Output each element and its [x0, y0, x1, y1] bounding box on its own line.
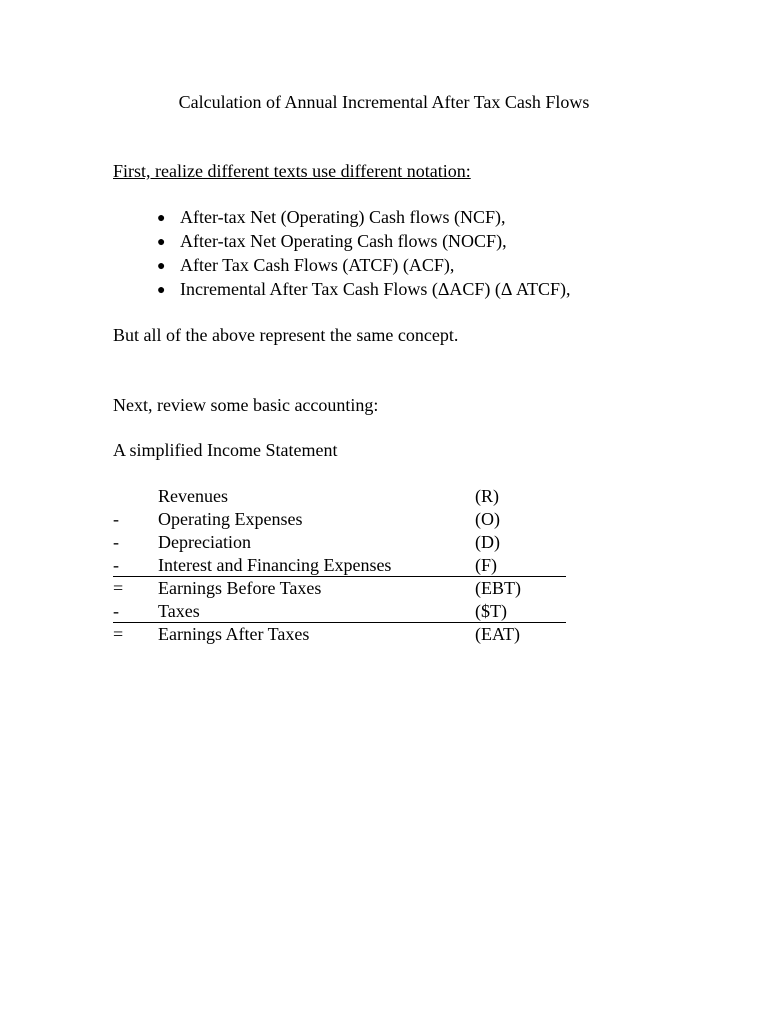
row-item: Depreciation [158, 532, 251, 552]
row-abbreviation: (O) [475, 509, 500, 529]
notation-text: After Tax Cash Flows (ATCF) (ACF), [180, 255, 455, 275]
row-item: Taxes [158, 601, 200, 621]
list-item [155, 278, 571, 302]
bullet-icon: ● [157, 259, 166, 274]
table-row [113, 531, 566, 554]
bullet-icon: ● [157, 211, 166, 226]
notation-list [155, 206, 571, 302]
table-row [113, 577, 566, 600]
notation-text: Incremental After Tax Cash Flows (ΔACF) (Δ ATCF), [180, 279, 571, 299]
conclusion-text: But all of the above represent the same concept. [113, 325, 459, 345]
statement-heading: A simplified Income Statement [113, 440, 338, 460]
row-abbreviation: (D) [475, 532, 500, 552]
row-operator: = [113, 578, 124, 598]
table-row [113, 508, 566, 531]
row-operator: - [113, 509, 119, 529]
row-operator: - [113, 555, 119, 575]
row-operator: - [113, 601, 119, 621]
row-item: Operating Expenses [158, 509, 303, 529]
bullet-icon: ● [157, 283, 166, 298]
list-item [155, 230, 571, 254]
table-row [113, 600, 566, 623]
notation-text: After-tax Net (Operating) Cash flows (NCF), [180, 207, 506, 227]
table-row [113, 485, 566, 508]
intro-heading: First, realize different texts use different notation: [113, 161, 471, 181]
row-operator: = [113, 624, 124, 644]
row-abbreviation: (EAT) [475, 624, 520, 644]
row-abbreviation: (R) [475, 486, 499, 506]
row-item: Revenues [158, 486, 228, 506]
next-step-text: Next, review some basic accounting: [113, 395, 379, 415]
bullet-icon: ● [157, 235, 166, 250]
row-operator: - [113, 532, 119, 552]
row-abbreviation: (EBT) [475, 578, 521, 598]
row-abbreviation: (F) [475, 555, 497, 575]
notation-text: After-tax Net Operating Cash flows (NOCF), [180, 231, 507, 251]
list-item [155, 206, 571, 230]
table-row [113, 623, 566, 646]
row-abbreviation: ($T) [475, 601, 507, 621]
row-item: Earnings Before Taxes [158, 578, 322, 598]
row-item: Earnings After Taxes [158, 624, 310, 644]
document-title: Calculation of Annual Incremental After Tax Cash Flows [178, 92, 590, 112]
list-item [155, 254, 571, 278]
row-item: Interest and Financing Expenses [158, 555, 392, 575]
table-row [113, 554, 566, 577]
income-statement-table [113, 485, 566, 646]
